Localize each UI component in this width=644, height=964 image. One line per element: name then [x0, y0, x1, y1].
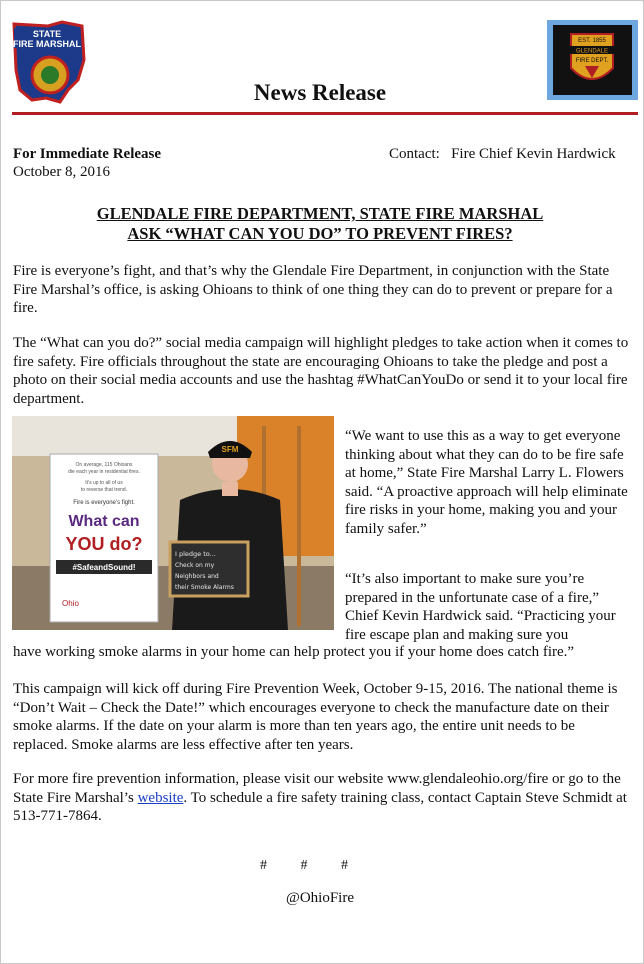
- chalk-line-4: their Smoke Alarms: [175, 584, 234, 591]
- contact-name: Fire Chief Kevin Hardwick: [451, 146, 616, 162]
- campaign-photo: [12, 416, 334, 630]
- headline: [0, 204, 640, 244]
- sign-stat-text: On average, 115 Ohioans: [75, 462, 133, 468]
- header-divider: [12, 112, 638, 115]
- sign-stat-text-2: die each year in residential fires.: [68, 469, 140, 475]
- quote-chief: “It’s also important to make sure you’re prepared in the unfortunate case of a fire,” Chief Kevin Hardwick said. “Practicing your fire escape plan and making sure you: [345, 571, 616, 643]
- logo-text-1: STATE: [32, 29, 62, 39]
- release-date: October 8, 2016: [13, 164, 111, 180]
- quote-chief-end: have working smoke alarms in your home can help protect you if your home does catch fire.”: [13, 644, 575, 660]
- chalk-line-1: I pledge to...: [175, 550, 216, 558]
- social-handle: @OhioFire: [286, 890, 354, 906]
- end-marks: # # #: [260, 858, 348, 873]
- paragraph-4-text: For more fire prevention information, please visit our website www.glendaleohio.org/fire or go to the State Fire Marshal’s: [13, 771, 621, 806]
- contact-label: Contact:: [389, 146, 440, 162]
- paragraph-4: [13, 770, 633, 826]
- chalk-line-3: Neighbors and: [175, 573, 219, 580]
- logo-est-text: EST. 1855: [578, 38, 606, 44]
- sign-what-can: What can: [68, 513, 140, 530]
- release-label: For Immediate Release: [13, 146, 162, 162]
- contact-info: [389, 145, 616, 163]
- quote-fire-marshal: “We want to use this as a way to get everyone thinking about what they can do to be fire safe at home,” State Fire Marshal Larry L. Flowers said. “A proactive approach will help eliminate fire risks in your home, making you and your family safer.”: [345, 428, 628, 537]
- logo-dept-text: FIRE DEPT.: [575, 58, 609, 64]
- sign-fight-text: Fire is everyone’s fight.: [73, 500, 135, 506]
- sign-up-to-us: It’s up to all of us: [85, 480, 123, 486]
- page-title: News Release: [253, 80, 387, 105]
- paragraph-4-text-end: . To schedule a fire safety training class, contact Captain Steve Schmidt at 513-771-7864.: [13, 789, 627, 824]
- headline-line-2: ASK “WHAT CAN YOU DO” TO PREVENT FIRES?: [127, 224, 513, 243]
- sign-hashtag: #SafeandSound!: [72, 563, 136, 572]
- headline-line-1: GLENDALE FIRE DEPARTMENT, STATE FIRE MARSHAL: [96, 204, 544, 223]
- logo-ribbon-text: GLENDALE: [575, 48, 609, 55]
- sign-you-do: YOU do?: [65, 534, 143, 554]
- paragraph-2: The “What can you do?” social media campaign will highlight pledges to take action when it comes to fire safety. Fire officials throughout the state are encouraging Ohioans to take the pledge and post a photo on their social media accounts and use the hashtag #WhatCanYouDo or send it to your local fire department.: [13, 335, 629, 407]
- sign-ohio-mark: Ohio: [62, 599, 79, 608]
- cap-text: SFM: [221, 445, 239, 454]
- paragraph-1: Fire is everyone’s fight, and that’s why the Glendale Fire Department, in conjunction with the State Fire Marshal’s office, is asking Ohioans to think of one thing they can do to prevent or prepare for a fire.: [13, 263, 613, 316]
- chalk-line-2: Check on my: [175, 562, 215, 569]
- logo-text-2: FIRE MARSHAL: [13, 39, 81, 49]
- website-link[interactable]: website: [137, 789, 184, 806]
- paragraph-3: This campaign will kick off during Fire Prevention Week, October 9-15, 2016. The national theme is “Don’t Wait – Check the Date!” which encourages everyone to check the manufacture date on their smoke alarms. If the date on your alarm is more than ten years ago, the entire unit needs to be replaced. Smoke alarms are less effective after ten years.: [13, 681, 618, 753]
- sign-reverse: to reverse that trend.: [80, 487, 128, 493]
